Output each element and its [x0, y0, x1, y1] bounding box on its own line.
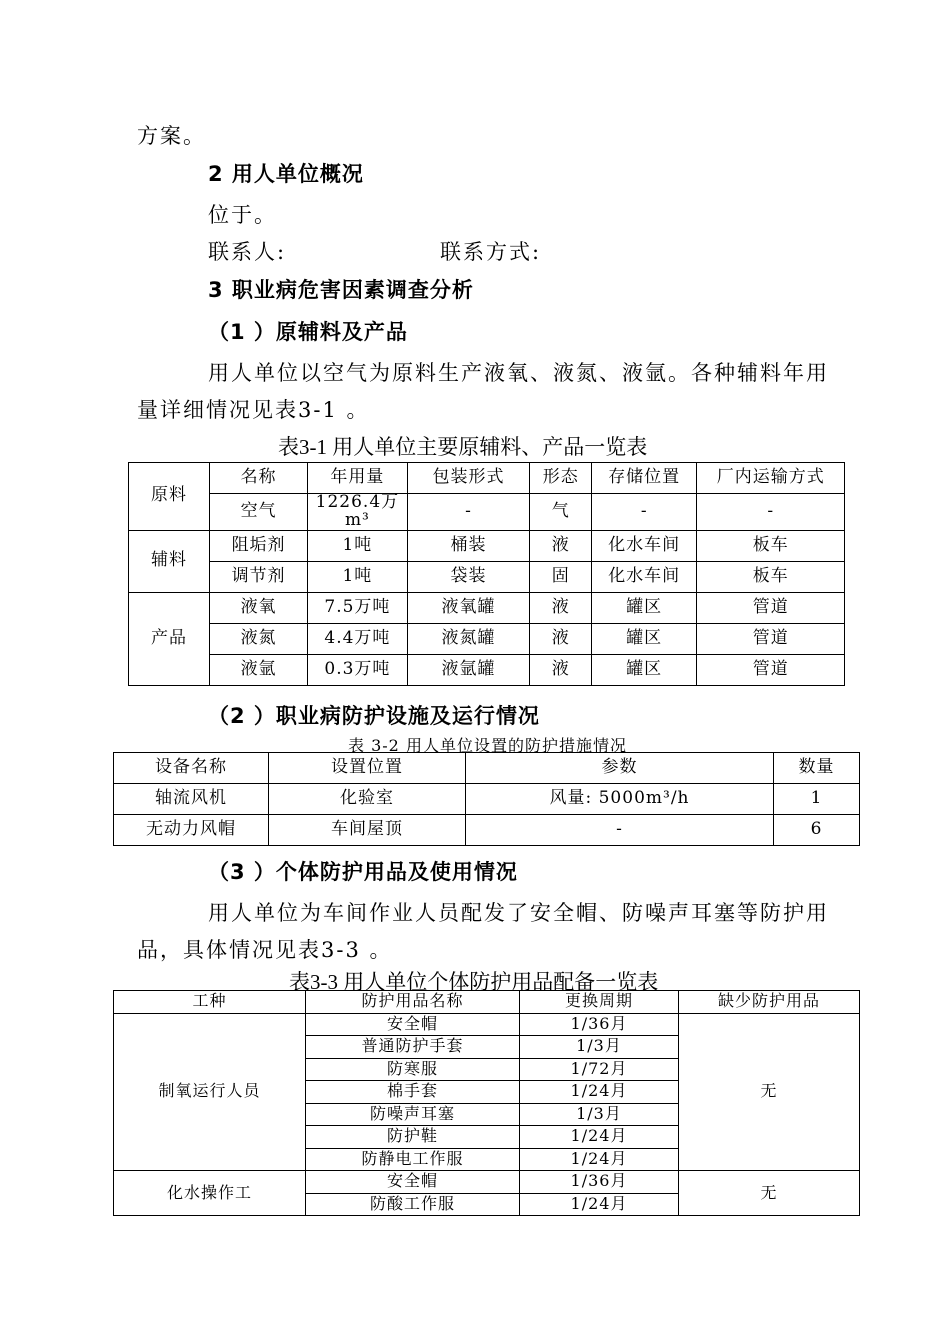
table1-cell: 化水车间: [591, 561, 697, 592]
table2-cell: 风量: 5000m³/h: [466, 784, 774, 815]
materials-table: [128, 462, 845, 686]
table1-cell: 液氮: [209, 623, 307, 654]
table3-missing-cell: 无: [679, 1171, 860, 1216]
table1-cell: 罐区: [591, 592, 697, 623]
protection-measures-table: [113, 752, 860, 846]
table3-header-cell: 更换周期: [520, 991, 679, 1014]
table2-header-cell: 参数: [466, 753, 774, 784]
table1-header-row: [129, 463, 845, 494]
table1-cell: 0.3万吨: [308, 654, 407, 685]
table3-period-cell: 1/24月: [520, 1193, 679, 1216]
table2-cell: 化验室: [269, 784, 466, 815]
table1-header-cell: 存储位置: [591, 463, 697, 494]
table1-cell: -: [591, 494, 697, 531]
paragraph-fangan: 方案。: [137, 124, 206, 148]
table1-cell: 板车: [697, 561, 845, 592]
paragraph-materials-line2: 量详细情况见表3-1 。: [137, 398, 370, 422]
table2-cell: 无动力风帽: [114, 815, 269, 846]
table1-cell: 4.4万吨: [308, 623, 407, 654]
table1-cell: 液氩: [209, 654, 307, 685]
table2-cell: 6: [774, 815, 860, 846]
table1-cell: 空气: [209, 494, 307, 531]
table3-item-cell: 防护鞋: [306, 1126, 520, 1149]
table3-item-cell: 防静电工作服: [306, 1148, 520, 1171]
table3-period-cell: 1/24月: [520, 1148, 679, 1171]
table3-row: [114, 1171, 860, 1194]
table1-cell: 1吨: [308, 530, 407, 561]
paragraph-ppe-line2: 品，具体情况见表3-3 。: [137, 938, 393, 962]
table3-period-cell: 1/24月: [520, 1126, 679, 1149]
table3-job-cell: 制氧运行人员: [114, 1013, 306, 1171]
table2-header-row: [114, 753, 860, 784]
table3-item-cell: 安全帽: [306, 1013, 520, 1036]
table1-caption: 表3-1 用人单位主要原辅料、产品一览表: [278, 435, 648, 459]
contact-person-label: 联系人:: [208, 240, 287, 264]
table1-cell: 7.5万吨: [308, 592, 407, 623]
table3-item-cell: 防寒服: [306, 1058, 520, 1081]
table3-item-cell: 防噪声耳塞: [306, 1103, 520, 1126]
table1-cell: 袋装: [407, 561, 530, 592]
table1-cell: 1吨: [308, 561, 407, 592]
table1-header-cell: 年用量: [308, 463, 407, 494]
table1-cell: 管道: [697, 654, 845, 685]
table1-category-cell: 辅料: [129, 530, 210, 592]
table1-category-cell: 原料: [129, 463, 210, 531]
location-text: 位于。: [208, 203, 277, 227]
table2-row: [114, 784, 860, 815]
table1-cell: 罐区: [591, 623, 697, 654]
table2-cell: -: [466, 815, 774, 846]
table3-period-cell: 1/24月: [520, 1081, 679, 1104]
table2-cell: 1: [774, 784, 860, 815]
table1-row: [129, 623, 845, 654]
table3-period-cell: 1/36月: [520, 1171, 679, 1194]
table1-cell: 液: [530, 592, 591, 623]
table3-missing-cell: 无: [679, 1013, 860, 1171]
table3-job-cell: 化水操作工: [114, 1171, 306, 1216]
table1-header-cell: 名称: [209, 463, 307, 494]
table1-cell: 化水车间: [591, 530, 697, 561]
table3-header-cell: 工种: [114, 991, 306, 1014]
table1-cell: 气: [530, 494, 591, 531]
table3-item-cell: 安全帽: [306, 1171, 520, 1194]
table1-cell: 液: [530, 654, 591, 685]
table1-header-cell: 形态: [530, 463, 591, 494]
table2-header-cell: 设置位置: [269, 753, 466, 784]
paragraph-ppe-line1: 用人单位为车间作业人员配发了安全帽、防噪声耳塞等防护用: [208, 901, 829, 925]
table1-cell: 液氩罐: [407, 654, 530, 685]
table1-cell: 固: [530, 561, 591, 592]
table1-cell: 管道: [697, 623, 845, 654]
heading-section-3-3: （3 ）个体防护用品及使用情况: [208, 860, 518, 884]
table3-header-row: [114, 991, 860, 1014]
table1-header-cell: 厂内运输方式: [697, 463, 845, 494]
table1-cell: 液: [530, 530, 591, 561]
table1-cell: 板车: [697, 530, 845, 561]
heading-section-2: 2 用人单位概况: [208, 162, 364, 186]
heading-section-3-1: （1 ）原辅料及产品: [208, 320, 408, 344]
table3-header-cell: 防护用品名称: [306, 991, 520, 1014]
table3-row: [114, 1013, 860, 1036]
heading-section-3-2: （2 ）职业病防护设施及运行情况: [208, 704, 540, 728]
table1-cell: 罐区: [591, 654, 697, 685]
table2-header-cell: 数量: [774, 753, 860, 784]
table3-item-cell: 防酸工作服: [306, 1193, 520, 1216]
table3-period-cell: 1/72月: [520, 1058, 679, 1081]
table1-cell: 调节剂: [209, 561, 307, 592]
table1-row: [129, 561, 845, 592]
table3-period-cell: 1/3月: [520, 1103, 679, 1126]
table2-caption: 表 3-2 用人单位设置的防护措施情况: [348, 736, 627, 755]
table3-item-cell: 普通防护手套: [306, 1036, 520, 1059]
contact-method-label: 联系方式:: [440, 240, 542, 264]
heading-section-3: 3 职业病危害因素调查分析: [208, 278, 474, 302]
table1-cell: -: [697, 494, 845, 531]
ppe-table: [113, 990, 860, 1216]
table1-row: [129, 530, 845, 561]
table1-cell: 液氧: [209, 592, 307, 623]
table1-category-cell: 产品: [129, 592, 210, 685]
table2-header-cell: 设备名称: [114, 753, 269, 784]
table1-cell: -: [407, 494, 530, 531]
table2-row: [114, 815, 860, 846]
table1-header-cell: 包装形式: [407, 463, 530, 494]
table1-cell: 管道: [697, 592, 845, 623]
table1-cell: 液氧罐: [407, 592, 530, 623]
table3-header-cell: 缺少防护用品: [679, 991, 860, 1014]
table1-cell: 液氮罐: [407, 623, 530, 654]
paragraph-materials-line1: 用人单位以空气为原料生产液氧、液氮、液氩。各种辅料年用: [208, 361, 829, 385]
table1-cell: 1226.4万m³: [308, 494, 407, 531]
table3-caption: 表3-3 用人单位个体防护用品配备一览表: [289, 970, 659, 994]
table1-row: [129, 494, 845, 531]
table1-row: [129, 592, 845, 623]
table2-cell: 轴流风机: [114, 784, 269, 815]
table1-cell: 液: [530, 623, 591, 654]
table3-period-cell: 1/36月: [520, 1013, 679, 1036]
table1-cell: 阻垢剂: [209, 530, 307, 561]
table1-row: [129, 654, 845, 685]
table3-period-cell: 1/3月: [520, 1036, 679, 1059]
table2-cell: 车间屋顶: [269, 815, 466, 846]
table1-cell: 桶装: [407, 530, 530, 561]
table3-item-cell: 棉手套: [306, 1081, 520, 1104]
